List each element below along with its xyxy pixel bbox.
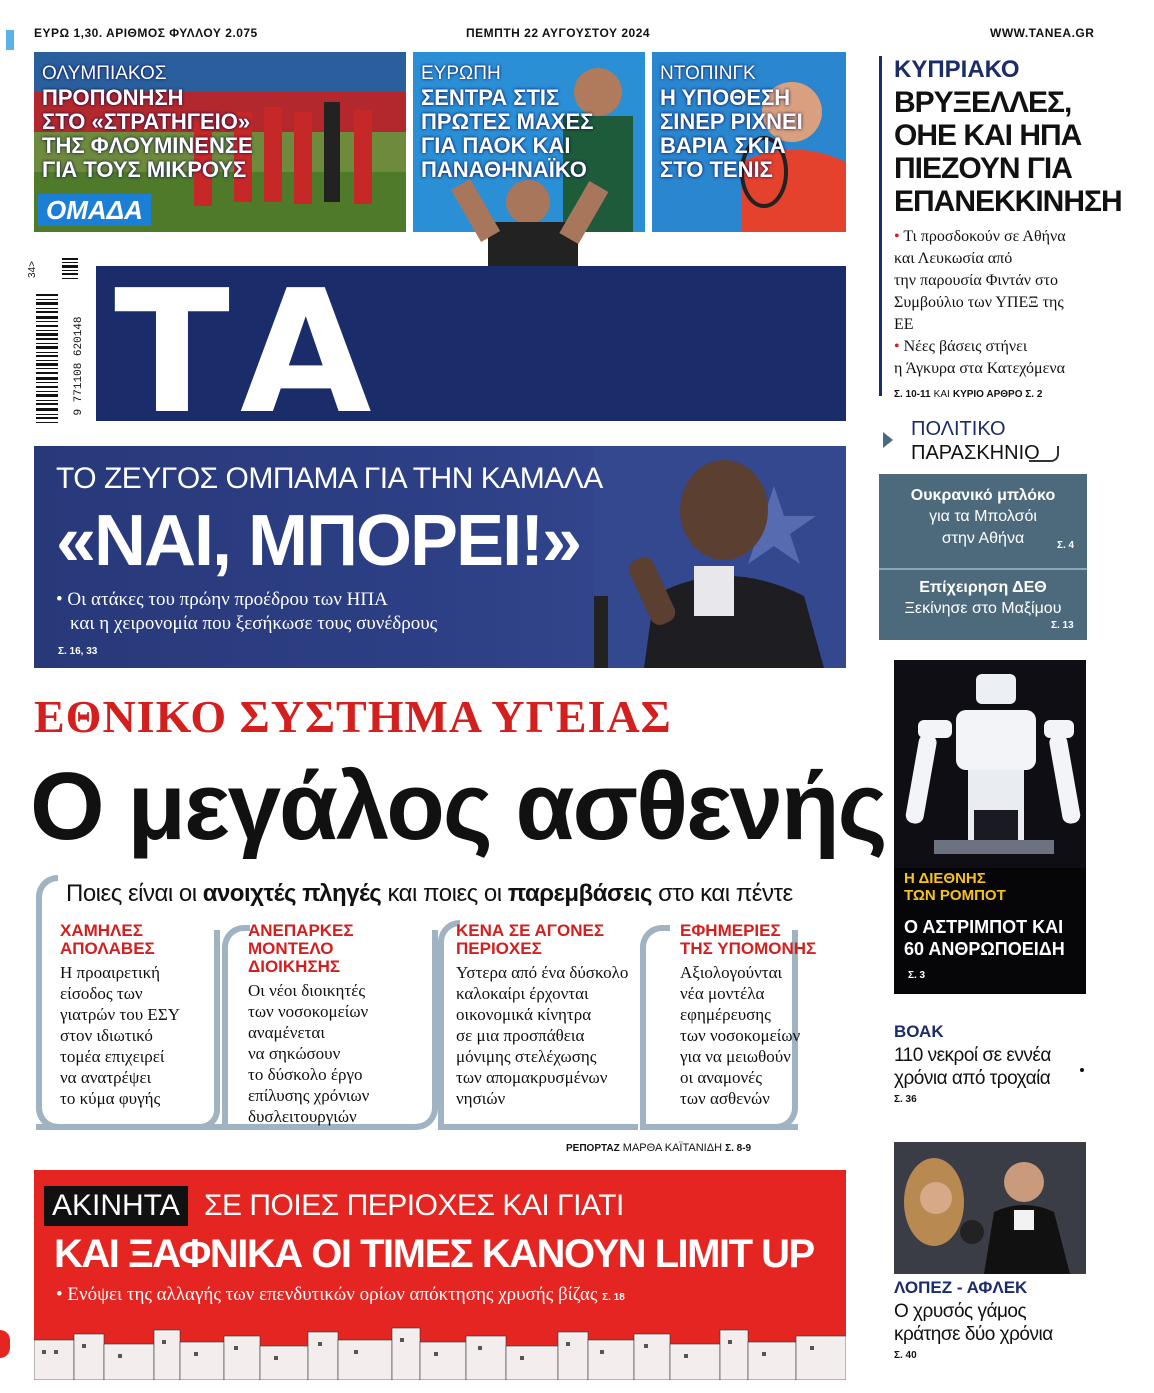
bullet-icon: • [894, 338, 900, 355]
issue-mark: 34> [26, 261, 38, 278]
cyprus-story[interactable] [879, 56, 1122, 400]
voak-line: 110 νεκροί σε εννέα [894, 1045, 1051, 1066]
realestate-headline: ΚΑΙ ΞΑΦΝΙΚΑ ΟΙ ΤΙΜΕΣ ΚΑΝΟΥΝ LIMIT UP [54, 1232, 814, 1276]
robots-headline-line: 60 ΑΝΘΡΩΠΟΕΙΔΗ [904, 939, 1065, 959]
teaser-europe[interactable] [413, 52, 645, 232]
page-ref: Σ. 18 [602, 1292, 625, 1303]
robots-headline-line: Ο ΑΣΤΡΙΜΠΟΤ ΚΑΙ [904, 917, 1064, 937]
column-line: των απομακρυσμένων [456, 1068, 608, 1087]
column-line: των νοσοκομείων [680, 1026, 801, 1045]
health-column[interactable] [60, 922, 210, 1109]
column-line: οι αναμονές [680, 1068, 762, 1087]
column-line: γιατρών του ΕΣΥ [60, 1005, 180, 1024]
teaser-line: ΠΡΟΠΟΝΗΣΗ [42, 85, 184, 110]
lopez-story[interactable] [894, 1278, 1086, 1361]
column-line: δυσλειτουργιών [248, 1107, 357, 1126]
main-headline[interactable]: Ο μεγάλος ασθενής [30, 753, 886, 860]
teaser-line: ΤΗΣ ΦΛΟΥΜΙΝΕΝΣΕ [42, 133, 253, 158]
column-line: είσοδος των [60, 984, 143, 1003]
report-author: ΜΑΡΘΑ ΚΑΪΤΑΝΙΔΗ [622, 1142, 723, 1154]
bullet-icon: • [56, 1284, 63, 1305]
bracket-frame-bottom [36, 1124, 220, 1130]
page-ref: Σ. 40 [894, 1350, 917, 1361]
bracket-decoration [1029, 446, 1059, 462]
column-head: ΕΦΗΜΕΡΙΕΣ [680, 921, 781, 940]
lopez-kicker: ΛΟΠΕΖ - ΑΦΛΕΚ [894, 1278, 1028, 1297]
politiko-item[interactable] [879, 486, 1087, 550]
obama-bullet-line: και η χειρονομία που ξεσήκωσε τους συνέδρους [70, 613, 438, 634]
bracket-frame [640, 925, 670, 1130]
report-credit [566, 1142, 751, 1154]
cyprus-headline-line: ΠΙΕΖΟΥΝ ΓΙΑ [894, 152, 1072, 185]
page-ref: Σ. 3 [908, 970, 926, 981]
lopez-line: κράτησε δύο χρόνια [894, 1324, 1053, 1345]
robots-story[interactable] [894, 660, 1086, 994]
column-line: των νοσοκομείων [248, 1002, 369, 1021]
cyprus-headline-line: ΕΠΑΝΕΚΚΙΝΗΣΗ [894, 185, 1122, 218]
page-ref-editorial: ΚΥΡΙΟ ΑΡΘΡΟ Σ. 2 [952, 389, 1043, 400]
realestate-tag: ΑΚΙΝΗΤΑ [44, 1186, 188, 1226]
column-head: ΧΑΜΗΛΕΣ [60, 921, 143, 940]
teaser-kicker: ΝΤΟΠΙΝΓΚ [660, 63, 756, 84]
politiko-item-line: στην Αθήνα [941, 530, 1025, 547]
lopez-line: Ο χρυσός γάμος [894, 1301, 1027, 1322]
teaser-kicker: ΕΥΡΩΠΗ [421, 63, 501, 84]
column-line: στον ιδιωτικό [60, 1026, 153, 1045]
subhead-text: στο και πέντε [651, 880, 793, 907]
politiko-paraskinio[interactable] [879, 412, 1087, 640]
lopez-image [894, 1142, 1086, 1274]
politiko-title: ΠΟΛΙΤΙΚΟ [911, 418, 1006, 440]
page-ref: Σ. 10-11 [894, 389, 931, 400]
cyprus-bullet-line: Νέες βάσεις στήνει [903, 338, 1028, 355]
barcode-number-wrap [66, 300, 86, 440]
politiko-header [879, 412, 1087, 470]
teaser-line: ΣΕΝΤΡΑ ΣΤΙΣ [421, 85, 560, 110]
column-line: εφημέρευσης [680, 1005, 771, 1024]
page-ref: Σ. 13 [1051, 620, 1074, 631]
subhead-emph: παρεμβάσεις [507, 880, 652, 907]
teaser-line: Η ΥΠΟΘΕΣΗ [660, 85, 791, 110]
health-column[interactable] [680, 922, 840, 1109]
subhead-emph: ανοιχτές πληγές [202, 880, 382, 907]
teaser-line: ΠΑΝΑΘΗΝΑΪΚΟ [421, 157, 587, 182]
teaser-line: ΒΑΡΙΑ ΣΚΙΑ [660, 133, 786, 158]
cyprus-bullet-line: η Άγκυρα στα Κατεχόμενα [894, 360, 1065, 377]
teaser-line: ΓΙΑ ΤΟΥΣ ΜΙΚΡΟΥΣ [42, 157, 247, 182]
lopez-photo[interactable] [894, 1142, 1086, 1274]
cyprus-kicker: ΚΥΠΡΙΑΚΟ [894, 56, 1020, 83]
cyprus-bullet-line: την παρουσία Φιντάν στο [894, 272, 1059, 289]
cyprus-bullet-line: Τι προσδοκούν σε Αθήνα [903, 228, 1066, 245]
realestate-kicker: ΣΕ ΠΟΙΕΣ ΠΕΡΙΟΧΕΣ ΚΑΙ ΓΙΑΤΙ [204, 1189, 624, 1222]
teaser-doping[interactable] [652, 52, 846, 232]
price-issue: ΕΥΡΩ 1,30. ΑΡΙΘΜΟΣ ΦΥΛΛΟΥ 2.075 [34, 26, 258, 40]
column-line: να σηκώσουν [248, 1044, 341, 1063]
column-head: ΜΟΝΤΕΛΟ ΔΙΟΙΚΗΣΗΣ [248, 939, 341, 976]
column-head: ΠΕΡΙΟΧΕΣ [456, 939, 542, 958]
politiko-item-line: για τα Μπολσόι [929, 508, 1037, 525]
column-line: επίλυσης χρόνιων [248, 1086, 370, 1105]
cyprus-headline-line: ΒΡΥΞΕΛΛΕΣ, [894, 86, 1072, 119]
column-line: αναμένεται [248, 1023, 325, 1042]
column-line: νέα μοντέλα [680, 984, 765, 1003]
teaser-line: ΣΤΟ ΤΕΝΙΣ [660, 157, 773, 182]
politiko-item[interactable] [879, 578, 1087, 620]
report-label: ΡΕΠΟΡΤΑΖ [566, 1143, 620, 1154]
masthead[interactable] [96, 266, 846, 421]
voak-story[interactable] [894, 1022, 1086, 1105]
city-skyline-illustration [34, 1320, 846, 1380]
barcode-number: 9 771108 620148 [73, 316, 85, 416]
column-line: των ασθενών [680, 1089, 770, 1108]
masthead-title: ΤΑ [114, 266, 382, 421]
divider [879, 568, 1087, 570]
obama-kicker: ΤΟ ΖΕΥΓΟΣ ΟΜΠΑΜΑ ΓΙΑ ΤΗΝ ΚΑΜΑΛΑ [56, 462, 603, 495]
voak-kicker: ΒΟΑΚ [894, 1022, 944, 1041]
issue-mark-wrap [26, 258, 50, 282]
teaser-line: ΠΡΩΤΕΣ ΜΑΧΕΣ [421, 109, 594, 134]
subhead-text: Ποιες είναι οι [66, 880, 203, 907]
column-head: ΤΗΣ ΥΠΟΜΟΝΗΣ [680, 939, 817, 958]
column-line: Αξιολογούνται [680, 963, 783, 982]
subhead-text: και ποιες οι [381, 880, 508, 907]
column-line: τομέα επιχειρεί [60, 1047, 165, 1066]
teaser-line: ΣΙΝΕΡ ΡΙΧΝΕΙ [660, 109, 803, 134]
column-head: ΚΕΝΑ ΣΕ ΑΓΟΝΕΣ [456, 921, 605, 940]
column-line: σε μια προσπάθεια [456, 1026, 585, 1045]
robots-kicker: ΤΩΝ ΡΟΜΠΟΤ [904, 887, 1006, 904]
column-line: Οι νέοι διοικητές [248, 981, 366, 1000]
column-line: για να μειωθούν [680, 1047, 791, 1066]
voak-line: χρόνια από τροχαία [894, 1068, 1051, 1089]
bracket-frame [36, 875, 58, 1130]
politiko-panel [879, 474, 1087, 640]
cyprus-bullet-line: και Λευκωσία από [894, 250, 1013, 267]
politiko-item-head: Ουκρανικό μπλόκο [910, 487, 1056, 504]
column-head: ΑΝΕΠΑΡΚΕΣ [248, 921, 354, 940]
obama-story[interactable] [34, 446, 846, 668]
website[interactable]: WWW.TANEA.GR [990, 26, 1095, 40]
politiko-subtitle: ΠΑΡΑΣΚΗΝΙΟ [911, 442, 1040, 464]
page-ref-and: ΚΑΙ [933, 389, 950, 400]
cyprus-headline-line: ΟΗΕ ΚΑΙ ΗΠΑ [894, 119, 1082, 152]
section-badge-omada: ΟΜΑΔΑ [38, 194, 151, 226]
page-ref: Σ. 4 [1057, 540, 1075, 551]
column-line: το δύσκολο έργο [248, 1065, 363, 1084]
dot [1080, 1068, 1084, 1072]
column-line: νησιών [456, 1089, 506, 1108]
cyprus-bullet-line: Συμβούλιο των ΥΠΕΞ της ΕΕ [894, 294, 1064, 333]
obama-bullet-line: Οι ατάκες του πρώην προέδρου των ΗΠΑ [67, 589, 388, 610]
health-column[interactable] [248, 922, 426, 1127]
teaser-kicker: ΟΛΥΜΠΙΑΚΟΣ [42, 63, 167, 84]
obama-headline: «ΝΑΙ, ΜΠΟΡΕΙ!» [56, 501, 581, 581]
politiko-item-line: Ξεκίνησε στο Μαξίμου [904, 600, 1062, 617]
bullet-icon: • [894, 228, 900, 245]
politiko-item-head: Επίχειρηση ΔΕΘ [919, 579, 1047, 596]
bracket-frame [222, 925, 250, 1130]
column-line: μόνιμης στελέχωσης [456, 1047, 597, 1066]
column-line: Η προαιρετική [60, 963, 161, 982]
date: ΠΕΜΠΤΗ 22 ΑΥΓΟΥΣΤΟΥ 2024 [466, 26, 651, 40]
column-head: ΑΠΟΛΑΒΕΣ [60, 939, 155, 958]
column-line: οικονομικά κίνητρα [456, 1005, 592, 1024]
triangle-icon [883, 432, 893, 448]
teaser-line: ΓΙΑ ΠΑΟΚ ΚΑΙ [421, 133, 571, 158]
teaser-line: ΣΤΟ «ΣΤΡΑΤΗΓΕΙΟ» [42, 109, 251, 134]
bracket-frame-bottom [438, 1124, 638, 1130]
corner-mark [6, 30, 14, 50]
health-column[interactable] [456, 922, 636, 1109]
page-ref: Σ. 36 [894, 1094, 917, 1105]
page-ref: Σ. 8-9 [725, 1143, 752, 1154]
bracket-frame-bottom [640, 1124, 798, 1130]
corner-dot [0, 1330, 10, 1358]
page-ref: Σ. 16, 33 [58, 646, 98, 657]
column-line: Υστερα από ένα δύσκολο [456, 963, 629, 982]
robots-kicker: Η ΔΙΕΘΝΗΣ [904, 870, 986, 887]
realestate-bullet: Ενόψει της αλλαγής των επενδυτικών ορίων απόκτησης χρυσής βίζας [67, 1284, 598, 1305]
column-line: το κύμα φυγής [60, 1089, 161, 1108]
teaser-olympiakos[interactable] [34, 52, 406, 232]
bullet-icon: • [56, 589, 63, 610]
column-line: καλοκαίρι έρχονται [456, 984, 589, 1003]
main-kicker: ΕΘΝΙΚΟ ΣΥΣΤΗΜΑ ΥΓΕΙΑΣ [34, 691, 672, 742]
column-line: να ανατρέψει [60, 1068, 152, 1087]
